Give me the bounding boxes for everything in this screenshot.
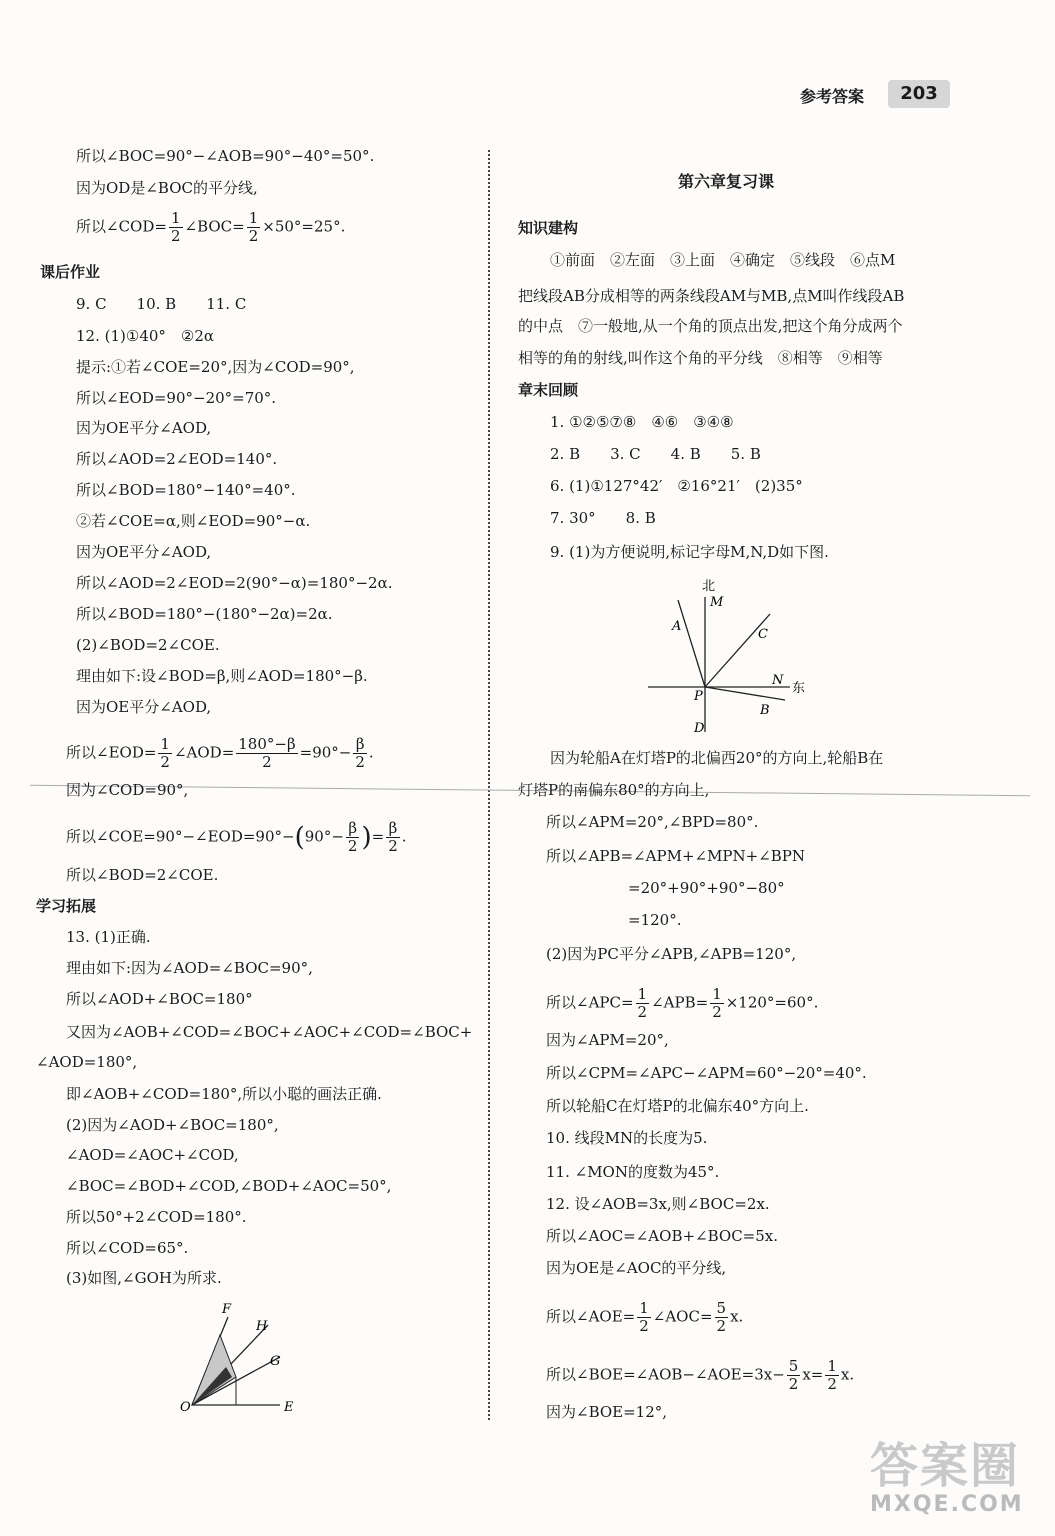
fraction: $\frac{\beta}{2}$ — [388, 819, 398, 855]
text-line: 所以∠BOD=180°−140°=40°. — [76, 481, 296, 499]
label-D: D — [694, 721, 705, 736]
text-line: =120°. — [628, 911, 682, 929]
label-N: N — [772, 673, 784, 688]
text-line-fraction: 所以∠COD= $\frac{1}{2}$ ∠BOC= $\frac{1}{2}$ ×50°=25°. — [76, 209, 346, 245]
text-line: 因为OE平分∠AOD, — [76, 698, 212, 716]
text-line: 所以50°+2∠COD=180°. — [66, 1208, 247, 1226]
text-line: 10. 线段MN的长度为5. — [546, 1129, 708, 1147]
text-line: 把线段AB分成相等的两条线段AM与MB,点M叫作线段AB — [518, 287, 905, 305]
text-line: 13. (1)正确. — [66, 928, 151, 946]
text-line: 所以∠AOD=2∠EOD=2(90°−α)=180°−2α. — [76, 574, 393, 592]
text-line: 灯塔P的南偏东80°的方向上, — [518, 781, 710, 799]
text-line: 9. (1)为方便说明,标记字母M,N,D如下图. — [550, 543, 829, 561]
label-north: 北 — [702, 579, 716, 594]
header-title: 参考答案 — [800, 87, 865, 106]
text-line: 因为∠APM=20°, — [546, 1031, 669, 1049]
text-line: 因为∠BOE=12°, — [546, 1403, 668, 1421]
fraction: $\frac{1}{2}$ — [160, 735, 170, 771]
watermark-logo: 答案圈 MXQE.COM — [870, 1438, 1024, 1517]
text-line-fraction: 所以∠BOE=∠AOB−∠AOE=3x− $\frac{5}{2}$ x= $\frac{1}{2}$ x. — [546, 1357, 855, 1393]
text-line: 因为∠COD=90°, — [66, 781, 189, 799]
direction-figure — [640, 572, 820, 742]
text-line: (3)如图,∠GOH为所求. — [66, 1269, 222, 1287]
fraction: $\frac{180^\circ-\beta}{2}$ — [238, 735, 296, 771]
text-line: 所以轮船C在灯塔P的北偏东40°方向上. — [546, 1097, 809, 1115]
text-line: 所以∠BOC=90°−∠AOB=90°−40°=50°. — [76, 147, 375, 165]
text-line: 所以∠APB=∠APM+∠MPN+∠BPN — [546, 847, 806, 865]
text-line: 所以∠EOD=90°−20°=70°. — [76, 389, 277, 407]
text-line: 所以∠AOC=∠AOB+∠BOC=5x. — [546, 1227, 779, 1245]
section-heading: 知识建构 — [518, 219, 579, 237]
text-line: 所以∠BOD=180°−(180°−2α)=2α. — [76, 605, 333, 623]
label-M: M — [710, 595, 724, 610]
text-line: ∠BOC=∠BOD+∠COD,∠BOD+∠AOC=50°, — [66, 1177, 392, 1195]
section-heading: 学习拓展 — [36, 897, 97, 915]
text-line: (2)因为∠AOD+∠BOC=180°, — [66, 1116, 279, 1134]
text-line: 7. 30° 8. B — [550, 509, 656, 527]
fraction: $\frac{1}{2}$ — [639, 1299, 649, 1335]
text-line: 理由如下:设∠BOD=β,则∠AOD=180°−β. — [76, 667, 368, 685]
text-line: 1. ①②⑤⑦⑧ ④⑥ ③④⑧ — [550, 413, 734, 431]
label-H: H — [256, 1319, 268, 1334]
fraction: $\frac{1}{2}$ — [248, 209, 259, 245]
fraction: $\frac{1}{2}$ — [827, 1357, 837, 1393]
text-line: 又因为∠AOB+∠COD=∠BOC+∠AOC+∠COD=∠BOC+ — [66, 1023, 473, 1041]
label-east: 东 — [792, 681, 806, 696]
text-line: 即∠AOB+∠COD=180°,所以小聪的画法正确. — [66, 1085, 382, 1103]
text-line-fraction: 所以∠EOD= $\frac{1}{2}$ ∠AOD= $\frac{180^\circ-\beta}{2}$ =90°− $\frac{\beta}{2}$ . — [66, 735, 374, 771]
text-line: 12. (1)①40° ②2α — [76, 327, 215, 345]
text-line: 所以∠AOD+∠BOC=180° — [66, 990, 253, 1008]
text-line: 所以∠APM=20°,∠BPD=80°. — [546, 813, 759, 831]
text-line: 因为轮船A在灯塔P的北偏西20°的方向上,轮船B在 — [550, 749, 884, 767]
fraction: $\frac{\beta}{2}$ — [347, 819, 358, 855]
label-A: A — [672, 619, 682, 634]
fraction: $\frac{1}{2}$ — [712, 985, 722, 1021]
label-C: C — [758, 627, 768, 642]
text-line: 理由如下:因为∠AOD=∠BOC=90°, — [66, 959, 313, 977]
section-heading: 章末回顾 — [518, 381, 579, 399]
text-line: ②若∠COE=α,则∠EOD=90°−α. — [76, 512, 311, 530]
text-line: 所以∠COD=65°. — [66, 1239, 189, 1257]
label-G: G — [270, 1354, 281, 1369]
text-line: ∠AOD=∠AOC+∠COD, — [66, 1146, 239, 1164]
text-line: =20°+90°+90°−80° — [628, 879, 785, 897]
text-line: 因为OE平分∠AOD, — [76, 543, 212, 561]
text-line: 12. 设∠AOB=3x,则∠BOC=2x. — [546, 1195, 770, 1213]
chapter-title: 第六章复习课 — [678, 172, 775, 191]
text-line: 因为OE是∠AOC的平分线, — [546, 1259, 727, 1277]
text-line: 因为OE平分∠AOD, — [76, 419, 212, 437]
text-line: ∠AOD=180°, — [36, 1053, 138, 1071]
label-O: O — [180, 1400, 191, 1415]
text-line: ①前面 ②左面 ③上面 ④确定 ⑤线段 ⑥点M — [550, 251, 896, 269]
label-E: E — [284, 1400, 294, 1415]
text-line-fraction: 所以∠APC= $\frac{1}{2}$ ∠APB= $\frac{1}{2}$ ×120°=60°. — [546, 985, 819, 1021]
text-line: 所以∠BOD=2∠COE. — [66, 866, 219, 884]
text-line: 的中点 ⑦一般地,从一个角的顶点出发,把这个角分成两个 — [518, 317, 903, 335]
fraction: $\frac{1}{2}$ — [170, 209, 181, 245]
fraction: $\frac{1}{2}$ — [637, 985, 648, 1021]
text-line-fraction: 所以∠COE=90°−∠EOD=90°−(90°− $\frac{\beta}{2}$ )= $\frac{\beta}{2}$ . — [66, 819, 407, 855]
label-B: B — [760, 703, 770, 718]
fraction: $\frac{5}{2}$ — [716, 1299, 727, 1335]
text-line: 所以∠AOD=2∠EOD=140°. — [76, 450, 278, 468]
text-line: 提示:①若∠COE=20°,因为∠COD=90°, — [76, 358, 355, 376]
label-F: F — [222, 1302, 232, 1317]
text-line: 2. B 3. C 4. B 5. B — [550, 445, 761, 463]
section-heading: 课后作业 — [40, 263, 101, 281]
fraction: $\frac{5}{2}$ — [788, 1357, 799, 1393]
text-line: 9. C 10. B 11. C — [76, 295, 247, 313]
text-line: (2)因为PC平分∠APB,∠APB=120°, — [546, 945, 797, 963]
text-line: 因为OD是∠BOC的平分线, — [76, 179, 258, 197]
label-P: P — [694, 689, 703, 704]
text-line: 11. ∠MON的度数为45°. — [546, 1163, 720, 1181]
column-divider — [488, 150, 490, 1420]
text-line: 所以∠CPM=∠APC−∠APM=60°−20°=40°. — [546, 1064, 867, 1082]
page-number: 203 — [888, 80, 950, 108]
text-line: 6. (1)①127°42′ ②16°21′ (2)35° — [550, 477, 803, 495]
text-line: (2)∠BOD=2∠COE. — [76, 636, 220, 654]
fraction: $\frac{\beta}{2}$ — [355, 735, 365, 771]
text-line: 相等的角的射线,叫作这个角的平分线 ⑧相等 ⑨相等 — [518, 349, 883, 367]
angle-figure — [170, 1295, 310, 1420]
text-line-fraction: 所以∠AOE= $\frac{1}{2}$ ∠AOC= $\frac{5}{2}$ x. — [546, 1299, 744, 1335]
